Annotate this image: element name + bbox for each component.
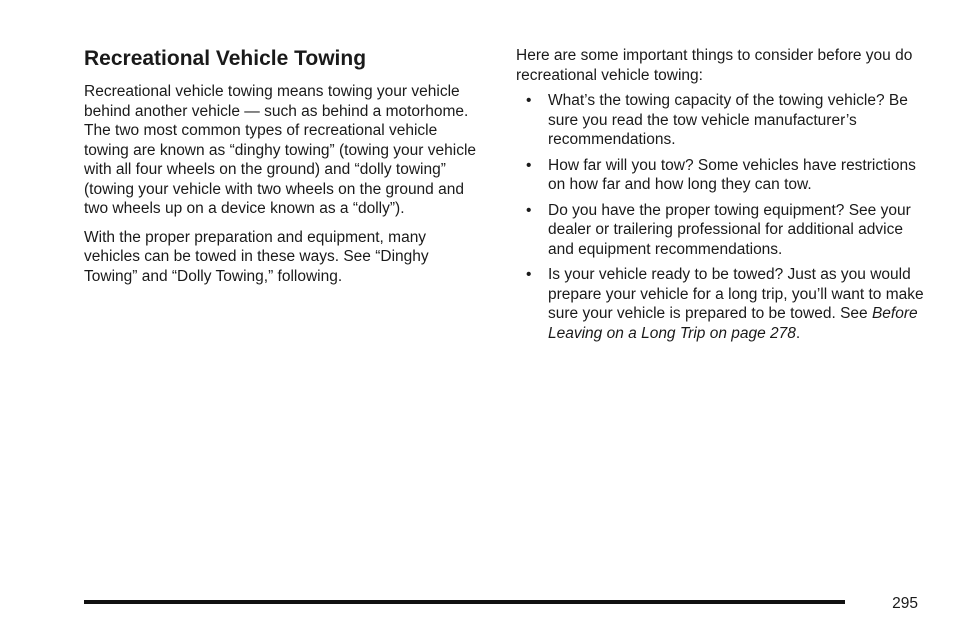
body-paragraph-2: With the proper preparation and equipment, many vehicles can be towed in these ways. See “Dinghy Towing” and “Dolly Towing,” following. <box>84 228 429 285</box>
body-paragraph-1: Recreational vehicle towing means towing your vehicle behind another vehicle — such as behind a motorhome. The two most common types of recreational vehicle towing are known as “dinghy towing” (towing your vehicle with all four wheels on the ground) and “dolly towing” (towing your vehicle with two wheels on the ground and two wheels up on a device known as a “dolly”). <box>84 83 477 217</box>
footer-rule <box>84 600 845 604</box>
bullet-icon: • <box>526 156 532 174</box>
bullet-icon: • <box>526 266 532 283</box>
list-item <box>516 91 926 150</box>
list-item-text: Is your vehicle ready to be towed? Just as you would prepare your vehicle for a long trip, you’ll want to make sure your vehicle is prepared to be towed. See <box>548 266 924 322</box>
list-item <box>516 265 926 343</box>
left-column <box>84 46 484 295</box>
right-column <box>516 46 926 349</box>
bullet-icon: • <box>526 201 532 219</box>
list-item-text: How far will you tow? Some vehicles have restrictions on how far and how long they can tow. <box>548 156 916 193</box>
list-item-end: . <box>795 324 801 342</box>
intro-paragraph: Here are some important things to consider before you do recreational vehicle towing: <box>516 47 913 84</box>
list-item-text: Do you have the proper towing equipment? See your dealer or trailering professional for additional advice and equipment recommendations. <box>548 201 911 258</box>
considerations-list <box>516 91 926 343</box>
bullet-icon: • <box>526 92 532 109</box>
section-heading: Recreational Vehicle Towing <box>84 47 367 70</box>
list-item <box>516 201 926 260</box>
cross-reference-link[interactable]: Before Leaving on a Long Trip on page 278 <box>548 305 918 342</box>
page-number: 295 <box>892 595 918 612</box>
list-item-text: What’s the towing capacity of the towing vehicle? Be sure you read the tow vehicle manufacturer’s recommendations. <box>548 92 908 148</box>
list-item <box>516 156 926 195</box>
